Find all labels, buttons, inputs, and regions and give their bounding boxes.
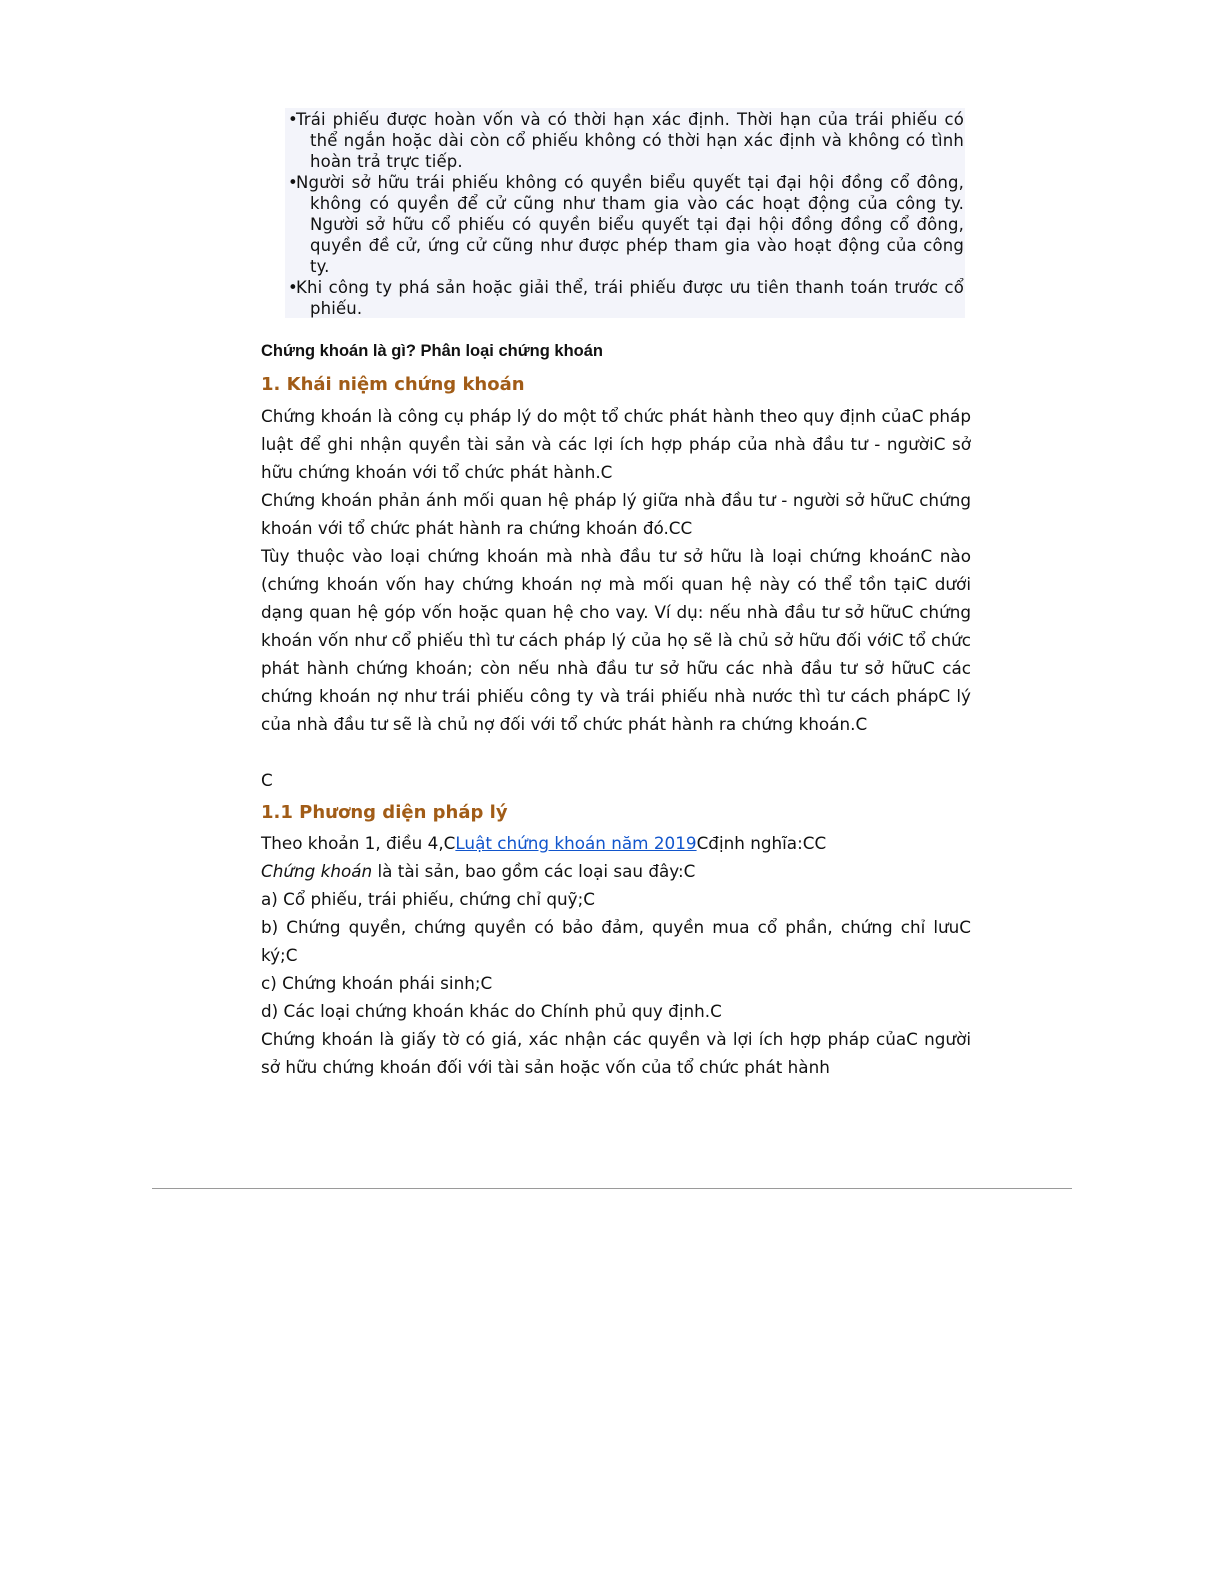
list-item-d: d) Các loại chứng khoán khác do Chính phủ quy định.C [261, 1001, 722, 1021]
bullet-dot: • [288, 278, 298, 297]
document-title: Chứng khoán là gì? Phân loại chứng khoán [261, 342, 603, 360]
list-item-c: c) Chứng khoán phái sinh;C [261, 973, 493, 993]
section-heading-1: 1. Khái niệm chứng khoán [261, 374, 525, 395]
paragraph-stray: C [261, 770, 273, 790]
paragraph-definition: Chứng khoán là công cụ pháp lý do một tổ chức phát hành theo quy định củaC pháp luật để ghi nhận quyền tài sản và các lợi ích hợp pháp của nhà đầu tư - ngườiC sở hữu chứng khoán với tổ chức phát hành.C [261, 406, 971, 482]
paragraph-types: Tùy thuộc vào loại chứng khoán mà nhà đầu tư sở hữu là loại chứng khoánC nào (chứng khoán vốn hay chứng khoán nợ mà mối quan hệ này có thể tồn tạiC dưới dạng quan hệ góp vốn hoặc quan hệ cho vay. Ví dụ: nếu nhà đầu tư sở hữuC chứng khoán vốn như cổ phiếu thì tư cách pháp lý của họ sẽ là chủ sở hữu đối vớiC tổ chức phát hành chứng khoán; còn nếu nhà đầu tư sở hữu các nhà đầu tư sở hữuC các chứng khoán nợ như trái phiếu công ty và trái phiếu nhà nước thì tư cách phápC lý của nhà đầu tư sẽ là chủ nợ đối với tổ chức phát hành ra chứng khoán.C [261, 546, 971, 734]
law-link[interactable]: Luật chứng khoán năm 2019 [455, 833, 697, 853]
paragraph-relationship: Chứng khoán phản ánh mối quan hệ pháp lý giữa nhà đầu tư - người sở hữuC chứng khoán với tổ chức phát hành ra chứng khoán đó.CC [261, 490, 971, 538]
page-divider [152, 1188, 1072, 1189]
closing-paragraph: Chứng khoán là giấy tờ có giá, xác nhận các quyền và lợi ích hợp pháp củaC người sở hữu chứng khoán đối với tài sản hoặc vốn của tổ chức phát hành [261, 1029, 971, 1077]
definition-line: Chứng khoán là tài sản, bao gồm các loại sau đây:C [261, 861, 696, 881]
bullet-dot: • [288, 110, 298, 129]
list-item-b: b) Chứng quyền, chứng quyền có bảo đảm, quyền mua cổ phần, chứng chỉ lưuC ký;C [261, 917, 971, 965]
bullet-dot: • [288, 173, 298, 192]
section-heading-1-1: 1.1 Phương diện pháp lý [261, 802, 508, 823]
law-reference: Theo khoản 1, điều 4,CLuật chứng khoán năm 2019Cđịnh nghĩa:CC [261, 833, 827, 853]
bullet-item-2: •Người sở hữu trái phiếu không có quyền biểu quyết tại đại hội đồng cổ đông, không có quyền để cử cũng như tham gia vào các hoạt động của công ty. Người sở hữu cổ phiếu có quyền biểu quyết tại đại hội đồng đồng cổ đông, quyền đề cử, ứng cử cũng như được phép tham gia vào hoạt động của công ty. [288, 173, 964, 276]
bullet-item-1: •Trái phiếu được hoàn vốn và có thời hạn xác định. Thời hạn của trái phiếu có thể ngắn hoặc dài còn cổ phiếu không có thời hạn xác định và không có tình hoàn trả trực tiếp. [288, 110, 964, 171]
definition-term: Chứng khoán [261, 861, 373, 881]
bullet-item-3: •Khi công ty phá sản hoặc giải thể, trái phiếu được ưu tiên thanh toán trước cổ phiếu. [288, 278, 964, 318]
list-item-a: a) Cổ phiếu, trái phiếu, chứng chỉ quỹ;C [261, 889, 595, 909]
